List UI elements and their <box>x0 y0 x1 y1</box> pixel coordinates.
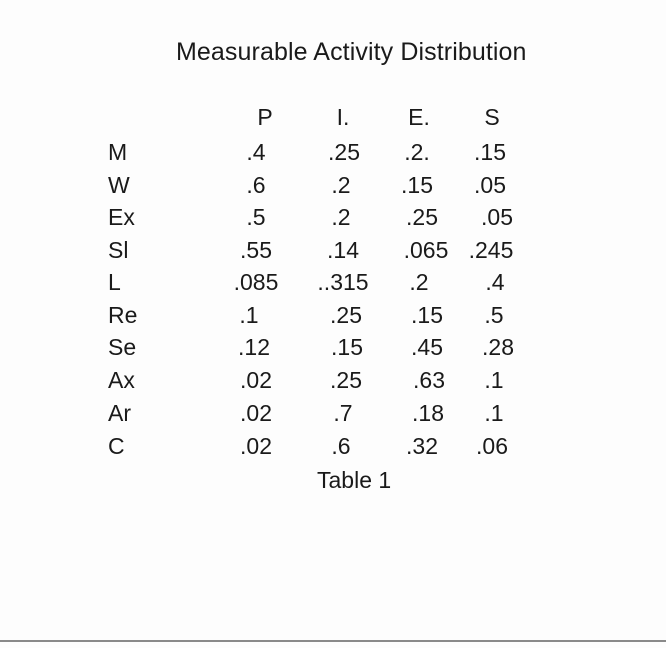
table-cell: .25 <box>330 302 362 328</box>
column-header-p: P <box>257 104 273 130</box>
table-cell: .6 <box>246 172 266 198</box>
table-cell: .05 <box>474 172 506 198</box>
table-cell: .4 <box>485 269 505 295</box>
table-cell: .25 <box>406 204 438 230</box>
table-cell: .15 <box>411 302 443 328</box>
row-label: Sl <box>108 237 129 263</box>
row-label: W <box>108 172 130 198</box>
table-cell: .28 <box>482 334 514 360</box>
table-cell: .6 <box>331 433 351 459</box>
table-cell: .18 <box>412 400 444 426</box>
table-header-row <box>0 104 666 136</box>
table-cell: .4 <box>246 139 266 165</box>
row-label: Re <box>108 302 138 328</box>
row-label: L <box>108 269 121 295</box>
table-cell: .55 <box>240 237 272 263</box>
column-header-e: E. <box>408 104 430 130</box>
table-cell: .15 <box>331 334 363 360</box>
table-cell: .1 <box>239 302 259 328</box>
page-bottom-edge <box>0 640 666 642</box>
table-row <box>0 433 666 465</box>
table-cell: .15 <box>474 139 506 165</box>
table-cell: .245 <box>468 237 514 263</box>
table-cell: .05 <box>481 204 513 230</box>
table-cell: .25 <box>330 367 362 393</box>
row-label: C <box>108 433 125 459</box>
table-cell: .2 <box>409 269 429 295</box>
table-row <box>0 302 666 334</box>
table-cell: .5 <box>484 302 504 328</box>
table-cell: .02 <box>240 433 272 459</box>
table-row <box>0 139 666 171</box>
row-label: Ex <box>108 204 135 230</box>
table-cell: .45 <box>411 334 443 360</box>
table-cell: .25 <box>328 139 360 165</box>
table-row <box>0 334 666 366</box>
table-cell: .02 <box>240 367 272 393</box>
table-caption: Table 1 <box>317 467 392 493</box>
column-header-s: S <box>484 104 500 130</box>
table-cell: .63 <box>413 367 445 393</box>
table-cell: .06 <box>476 433 508 459</box>
row-label: M <box>108 139 128 165</box>
column-header-i: I. <box>336 104 350 130</box>
table-cell: .5 <box>246 204 266 230</box>
table-cell: .2 <box>331 172 351 198</box>
table-cell: .1 <box>484 400 504 426</box>
table-cell: .02 <box>240 400 272 426</box>
row-label: Se <box>108 334 137 360</box>
table-row <box>0 269 666 301</box>
table-cell: .14 <box>327 237 359 263</box>
table-row <box>0 237 666 269</box>
table-cell: .085 <box>233 269 279 295</box>
table-cell: .2. <box>404 139 430 165</box>
row-label: Ax <box>108 367 135 393</box>
table-cell: .15 <box>401 172 433 198</box>
table-cell: .065 <box>403 237 449 263</box>
row-label: Ar <box>108 400 131 426</box>
table-cell: .1 <box>484 367 504 393</box>
table-cell: .32 <box>406 433 438 459</box>
table-cell: ..315 <box>317 269 369 295</box>
table-cell: .7 <box>333 400 353 426</box>
table-row <box>0 204 666 236</box>
table-cell: .12 <box>238 334 270 360</box>
table-row <box>0 172 666 204</box>
document-title: Measurable Activity Distribution <box>176 38 527 66</box>
table-row <box>0 367 666 399</box>
table-row <box>0 400 666 432</box>
table-cell: .2 <box>331 204 351 230</box>
